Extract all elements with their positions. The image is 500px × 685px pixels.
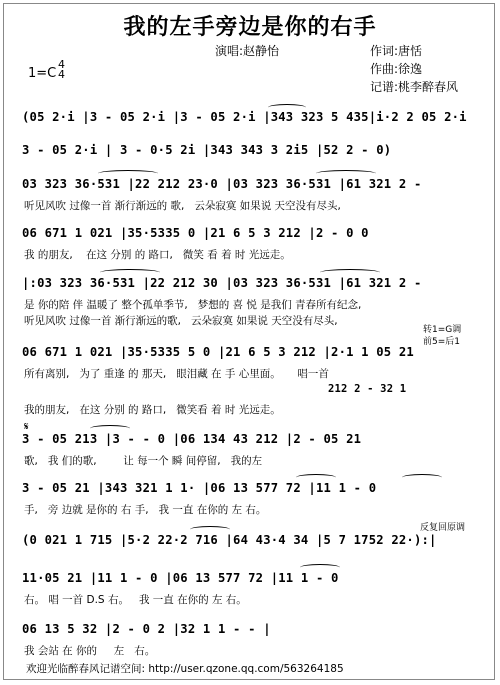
lyric-line: 听见风吹 过像一首 渐行渐远的歌, 云朵寂寞 如果说 天空没有尽头, xyxy=(24,315,338,327)
transcriber-label: 记谱: xyxy=(370,80,399,94)
score-line: 3 - 05 2·i | 3 - 0·5 2i |343 343 3 2i5 |52 2 - 0) xyxy=(22,143,392,157)
score-line: (05 2·i |3 - 05 2·i |3 - 05 2·i |343 323 5 435|i·2 2 05 2·i xyxy=(22,110,467,124)
song-title: 我的左手旁边是你的右手 xyxy=(123,14,377,40)
lyric-line: 歌, 我 们的歌, 让 每一个 瞬 间停留, 我的左 xyxy=(24,455,263,467)
key-signature: 1=C xyxy=(28,66,57,81)
singer-name: 赵静怡 xyxy=(243,44,280,58)
repeat-note: 反复回原调 xyxy=(420,523,466,533)
lyricist-credit xyxy=(370,42,422,59)
tie-slur xyxy=(300,564,340,571)
tie-slur xyxy=(296,474,336,481)
time-signature-top: 4 xyxy=(58,58,65,71)
lyric-line: 我 的朋友, 在这 分别 的 路口, 微笑 看 着 时 光远走。 xyxy=(24,249,291,261)
lyric-line: 听见风吹 过像一首 渐行渐远的 歌, 云朵寂寞 如果说 天空没有尽头, xyxy=(24,200,341,212)
score-line: 3 - 05 21 |343 321 1 1· |06 13 577 72 |11 1 - 0 xyxy=(22,481,377,495)
segno-mark: 𝄋 xyxy=(24,420,29,433)
tie-slur xyxy=(320,269,380,276)
composer-label: 作曲: xyxy=(370,62,399,76)
tie-slur xyxy=(402,474,442,481)
modulation-note: 前5=后1 xyxy=(423,337,460,347)
score-line: 06 13 5 32 |2 - 0 2 |32 1 1 - - | xyxy=(22,622,271,636)
lyricist-label: 作词: xyxy=(370,44,399,58)
composer-name: 徐逸 xyxy=(398,62,423,76)
lyricist-name: 唐恬 xyxy=(398,44,423,58)
lyric-line: 是 你的陪 伴 温暖了 整个孤单季节, 梦想的 喜 悦 是我们 青春所有纪念, xyxy=(24,299,362,311)
time-signature xyxy=(58,60,65,80)
score-line: 03 323 36·531 |22 212 23·0 |03 323 36·531 |61 321 2 - xyxy=(22,177,422,191)
score-line: 11·05 21 |11 1 - 0 |06 13 577 72 |11 1 - 0 xyxy=(22,571,339,585)
composer-credit xyxy=(370,60,422,77)
tie-slur xyxy=(268,104,306,111)
time-signature-bottom: 4 xyxy=(58,68,65,81)
modulation-note: 转1=G调 xyxy=(423,325,462,335)
tie-slur xyxy=(190,526,230,533)
score-line: (0 021 1 715 |5·2 22·2 716 |64 43·4 34 |5 7 1752 22·):| xyxy=(22,533,437,547)
lyric-line: 所有离别, 为了 重逢 的 那天, 眼泪藏 在 手 心里面。 唱一首 xyxy=(24,368,329,380)
score-line: |:03 323 36·531 |22 212 30 |03 323 36·531 |61 321 2 - xyxy=(22,276,422,290)
lyric-line: 手, 旁 边就 是你的 右 手, 我 一直 在你的 左 右。 xyxy=(24,504,267,516)
inserted-line: 212 2 - 32 1 xyxy=(328,383,407,395)
singer-label: 演唱: xyxy=(215,44,244,58)
singer-credit xyxy=(215,42,279,59)
tie-slur xyxy=(316,170,376,177)
lyric-line: 我 会站 在 你的 左 右。 xyxy=(24,645,156,657)
score-line: 06 671 1 021 |35·5335 0 |21 6 5 3 212 |2 - 0 0 xyxy=(22,226,369,240)
transcriber-name: 桃李醉春风 xyxy=(398,80,459,94)
tie-slur xyxy=(98,170,158,177)
footer-text: 欢迎光临醉春风记谱空间: http://user.qzone.qq.com/563264185 xyxy=(26,663,344,675)
lyric-line: 我的朋友, 在这 分别 的 路口, 微笑看 着 时 光远走。 xyxy=(24,404,281,416)
score-line: 06 671 1 021 |35·5335 5 0 |21 6 5 3 212 |2·1 1 05 21 xyxy=(22,345,414,359)
tie-slur xyxy=(100,269,160,276)
tie-slur xyxy=(90,425,130,432)
transcriber-credit xyxy=(370,78,458,95)
score-line: 3 - 05 213 |3 - - 0 |06 134 43 212 |2 - 05 21 xyxy=(22,432,362,446)
lyric-line: 右。 唱 一首 D.S 右。 我 一直 在你的 左 右。 xyxy=(24,594,247,606)
